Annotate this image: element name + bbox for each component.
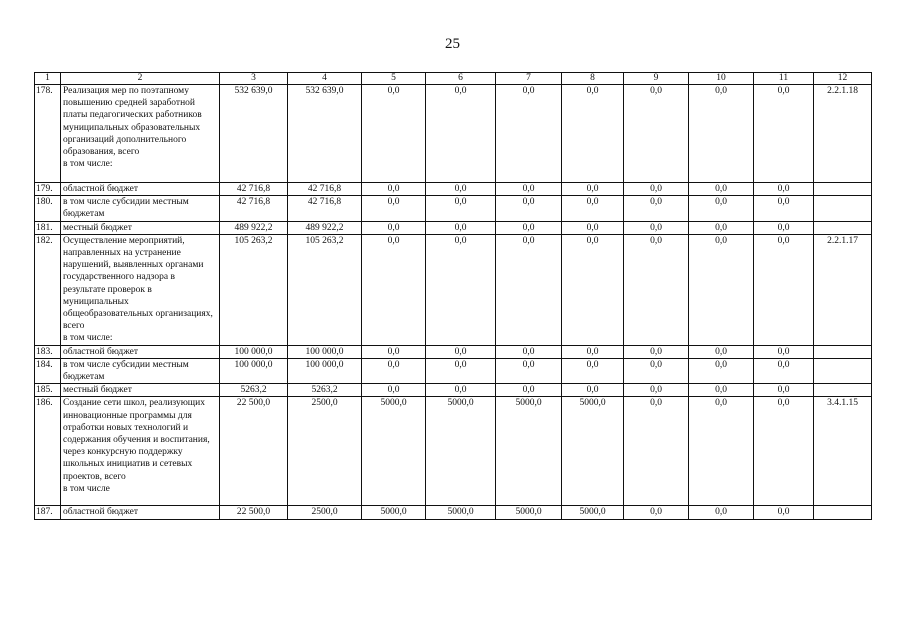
table-row: [35, 397, 872, 506]
year-value: 0,0: [689, 196, 754, 221]
total-value: 22 500,0: [220, 506, 288, 519]
total-value: 532 639,0: [220, 85, 288, 183]
year-value: 0,0: [426, 85, 496, 183]
indicator-code: 2.2.1.18: [814, 85, 872, 183]
year-value: 0,0: [562, 221, 624, 234]
year-value: 0,0: [496, 85, 562, 183]
year-value: 100 000,0: [288, 358, 362, 383]
year-value: 0,0: [624, 234, 689, 345]
year-value: 0,0: [624, 85, 689, 183]
column-header: 5: [362, 73, 426, 85]
column-header: 3: [220, 73, 288, 85]
column-header: 7: [496, 73, 562, 85]
page-number: 25: [445, 36, 460, 52]
total-value: 100 000,0: [220, 358, 288, 383]
row-description: Реализация мер по поэтапному повышению средней заработной платы педагогических работников муниципальных образовательных организаций дополнительного образования, всего в том числе:: [61, 85, 220, 183]
year-value: 0,0: [624, 183, 689, 196]
year-value: 0,0: [562, 345, 624, 358]
year-value: 0,0: [624, 221, 689, 234]
year-value: 100 000,0: [288, 345, 362, 358]
year-value: 0,0: [624, 358, 689, 383]
column-header: 11: [754, 73, 814, 85]
column-header: 12: [814, 73, 872, 85]
row-description: в том числе субсидии местным бюджетам: [61, 196, 220, 221]
year-value: 0,0: [562, 384, 624, 397]
year-value: 5000,0: [426, 397, 496, 506]
year-value: 0,0: [689, 384, 754, 397]
year-value: 0,0: [562, 183, 624, 196]
year-value: 0,0: [362, 358, 426, 383]
year-value: 0,0: [689, 221, 754, 234]
year-value: 0,0: [754, 234, 814, 345]
row-number: 182.: [35, 234, 61, 345]
indicator-code: [814, 345, 872, 358]
year-value: 0,0: [496, 221, 562, 234]
total-value: 489 922,2: [220, 221, 288, 234]
row-description: областной бюджет: [61, 345, 220, 358]
indicator-code: [814, 183, 872, 196]
column-header: 2: [61, 73, 220, 85]
year-value: 0,0: [362, 183, 426, 196]
indicator-code: [814, 221, 872, 234]
row-number: 184.: [35, 358, 61, 383]
year-value: 0,0: [426, 221, 496, 234]
table-row: [35, 221, 872, 234]
year-value: 5000,0: [496, 506, 562, 519]
total-value: 42 716,8: [220, 196, 288, 221]
year-value: 0,0: [624, 384, 689, 397]
year-value: 0,0: [624, 196, 689, 221]
total-value: 22 500,0: [220, 397, 288, 506]
table-row: [35, 196, 872, 221]
year-value: 5000,0: [362, 506, 426, 519]
row-number: 186.: [35, 397, 61, 506]
year-value: 2500,0: [288, 397, 362, 506]
year-value: 0,0: [689, 85, 754, 183]
year-value: 5000,0: [562, 397, 624, 506]
year-value: 5263,2: [288, 384, 362, 397]
row-description: местный бюджет: [61, 221, 220, 234]
year-value: 0,0: [754, 196, 814, 221]
table-row: [35, 345, 872, 358]
year-value: 0,0: [689, 506, 754, 519]
year-value: 0,0: [426, 234, 496, 345]
year-value: 0,0: [496, 345, 562, 358]
year-value: 0,0: [624, 397, 689, 506]
row-number: 181.: [35, 221, 61, 234]
year-value: 0,0: [562, 234, 624, 345]
year-value: 0,0: [754, 397, 814, 506]
row-number: 178.: [35, 85, 61, 183]
year-value: 5000,0: [362, 397, 426, 506]
indicator-code: [814, 506, 872, 519]
year-value: 0,0: [624, 345, 689, 358]
column-header: 8: [562, 73, 624, 85]
row-description: местный бюджет: [61, 384, 220, 397]
budget-table: [34, 72, 872, 520]
year-value: 532 639,0: [288, 85, 362, 183]
year-value: 0,0: [624, 506, 689, 519]
table-body: [35, 85, 872, 520]
year-value: 42 716,8: [288, 183, 362, 196]
year-value: 0,0: [362, 221, 426, 234]
column-header: 10: [689, 73, 754, 85]
year-value: 0,0: [754, 506, 814, 519]
year-value: 0,0: [562, 358, 624, 383]
total-value: 42 716,8: [220, 183, 288, 196]
year-value: 0,0: [689, 234, 754, 345]
table-row: [35, 85, 872, 183]
row-number: 183.: [35, 345, 61, 358]
year-value: 489 922,2: [288, 221, 362, 234]
year-value: 0,0: [426, 196, 496, 221]
year-value: 0,0: [426, 358, 496, 383]
year-value: 0,0: [362, 196, 426, 221]
year-value: 0,0: [562, 196, 624, 221]
year-value: 0,0: [362, 234, 426, 345]
row-description: Создание сети школ, реализующих инновационные программы для отработки новых технологий и содержания обучения и воспитания, через конкурсную поддержку школьных инициатив и сетевых проектов, всего в том числе: [61, 397, 220, 506]
indicator-code: 3.4.1.15: [814, 397, 872, 506]
year-value: 0,0: [689, 345, 754, 358]
year-value: 5000,0: [562, 506, 624, 519]
year-value: 0,0: [754, 85, 814, 183]
year-value: 0,0: [689, 183, 754, 196]
total-value: 105 263,2: [220, 234, 288, 345]
year-value: 0,0: [754, 345, 814, 358]
column-header: 9: [624, 73, 689, 85]
year-value: 0,0: [689, 397, 754, 506]
row-description: Осуществление мероприятий, направленных на устранение нарушений, выявленных органами государственного надзора в результате проверок в муниципальных общеобразовательных организациях, всего в том числе:: [61, 234, 220, 345]
year-value: 0,0: [426, 384, 496, 397]
table-row: [35, 384, 872, 397]
year-value: 2500,0: [288, 506, 362, 519]
row-description: областной бюджет: [61, 506, 220, 519]
year-value: 0,0: [754, 221, 814, 234]
row-number: 187.: [35, 506, 61, 519]
column-header: 4: [288, 73, 362, 85]
year-value: 0,0: [496, 183, 562, 196]
year-value: 0,0: [426, 345, 496, 358]
year-value: 0,0: [496, 196, 562, 221]
table-row: [35, 506, 872, 519]
column-number-row: [35, 73, 872, 85]
row-number: 185.: [35, 384, 61, 397]
column-header: 6: [426, 73, 496, 85]
year-value: 5000,0: [496, 397, 562, 506]
column-header: 1: [35, 73, 61, 85]
year-value: 0,0: [754, 183, 814, 196]
table-row: [35, 183, 872, 196]
year-value: 0,0: [362, 384, 426, 397]
indicator-code: [814, 196, 872, 221]
row-description: в том числе субсидии местным бюджетам: [61, 358, 220, 383]
year-value: 0,0: [689, 358, 754, 383]
year-value: 0,0: [754, 384, 814, 397]
year-value: 0,0: [496, 384, 562, 397]
year-value: 0,0: [754, 358, 814, 383]
year-value: 42 716,8: [288, 196, 362, 221]
indicator-code: 2.2.1.17: [814, 234, 872, 345]
indicator-code: [814, 384, 872, 397]
year-value: 0,0: [496, 234, 562, 345]
year-value: 5000,0: [426, 506, 496, 519]
year-value: 0,0: [426, 183, 496, 196]
year-value: 0,0: [562, 85, 624, 183]
total-value: 5263,2: [220, 384, 288, 397]
year-value: 105 263,2: [288, 234, 362, 345]
year-value: 0,0: [362, 345, 426, 358]
total-value: 100 000,0: [220, 345, 288, 358]
table-row: [35, 358, 872, 383]
row-number: 180.: [35, 196, 61, 221]
row-description: областной бюджет: [61, 183, 220, 196]
year-value: 0,0: [362, 85, 426, 183]
table-row: [35, 234, 872, 345]
row-number: 179.: [35, 183, 61, 196]
year-value: 0,0: [496, 358, 562, 383]
indicator-code: [814, 358, 872, 383]
